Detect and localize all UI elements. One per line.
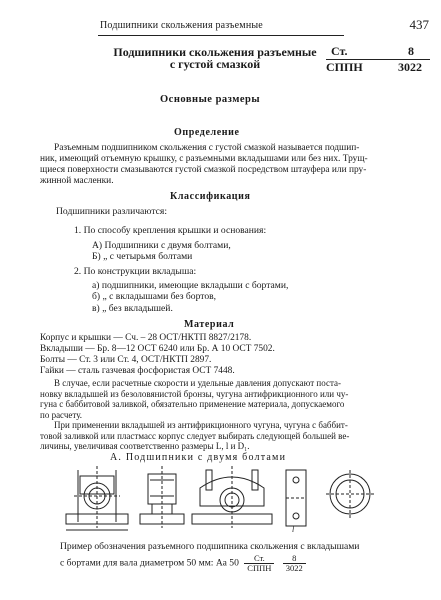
std-num-bottom: 3022: [398, 60, 422, 74]
list-item: Вкладыши — Бр. 8—12 ОСТ 6240 или Бр. А 10 ОСТ 7502.: [40, 344, 275, 354]
bearing-housing-view: [192, 466, 272, 528]
paragraph-line: новку вкладышей из безоловянистой бронзы, чугуна антифрикционного или чу-: [40, 388, 349, 399]
paragraph-line: При применении вкладышей из антифрикционного чугуна, чугуна с баббит-: [54, 420, 348, 430]
classification-group-1: 1. По способу крепления крышки и основания:: [74, 225, 267, 236]
bearing-side-view: [140, 466, 184, 528]
example-num-top: 8: [283, 554, 306, 564]
dimension-label-l: l: [292, 525, 295, 534]
page-number: 437: [409, 17, 429, 32]
figure-title: А. Подшипники с двумя болтами: [110, 452, 287, 463]
paragraph-line: личины, увеличивая соответственно размеры L, l и D₁.: [40, 441, 250, 452]
example-line-2-text: с бортами для вала диаметром 50 мм: Аа 50: [60, 557, 239, 569]
list-item: А) Подшипники с двумя болтами,: [92, 240, 231, 251]
list-item: Гайки — сталь газчевая фосфористая ОСТ 7448.: [40, 366, 235, 376]
std-code-bottom: СППН: [326, 60, 363, 74]
example-num-fraction: [283, 554, 306, 573]
definition-line: ник, имеющий отъемную крышку, с разъемными вкладышами или без них. Трущ-: [40, 154, 368, 164]
classification-group-2: 2. По конструкции вкладыша:: [74, 266, 197, 277]
document-title: [110, 46, 320, 70]
material-list: [40, 333, 275, 377]
material-paragraph-1: [40, 378, 410, 420]
bearing-plan-view: [286, 470, 306, 526]
classification-heading: Классификация: [170, 191, 251, 202]
header-rule: [98, 35, 344, 36]
definition-heading: Определение: [174, 127, 240, 138]
paragraph-line: по расчету.: [40, 409, 83, 420]
paragraph-line: товой заливкой или пластмасс корпус следует выбирать следующей большей ве-: [40, 430, 350, 441]
designation-example: [60, 540, 359, 573]
list-item: Корпус и крышки — Сч. – 28 ОСТ/НКТП 8827/2178.: [40, 333, 252, 343]
paragraph-line: гуна с баббитовой заливкой, обязательно применение материала, допускаемого: [40, 399, 345, 410]
example-std-top: Ст.: [244, 554, 274, 564]
list-item: в) „ без вкладышей.: [92, 302, 173, 314]
std-code-top: Ст.: [331, 44, 348, 58]
material-paragraph-2: [40, 420, 410, 452]
running-header: Подшипники скольжения разъемные: [100, 20, 263, 31]
example-num-bottom: 3022: [285, 563, 303, 573]
example-line-2: [60, 554, 359, 573]
example-line-1: Пример обозначения разъемного подшипника скольжения с вкладышами: [60, 541, 360, 552]
list-item: а) подшипники, имеющие вкладыши с бортами,: [92, 280, 289, 291]
std-num-top: 8: [408, 44, 414, 58]
paragraph-line: В случае, если расчетные скорости и удельные давления допускают поста-: [54, 378, 341, 388]
classification-group-2-list: [92, 280, 288, 314]
definition-line: щиеся поверхности смазываются густой смазкой посредством штауфера или пру-: [40, 165, 367, 175]
standard-code-box: [326, 44, 434, 76]
list-item: Б) „ с четырьмя болтами: [92, 251, 193, 263]
definition-line: жинной масленки.: [40, 176, 114, 186]
list-item: Болты — Ст. 3 или Ст. 4, ОСТ/НКТП 2897.: [40, 355, 212, 365]
definition-paragraph: [40, 143, 410, 187]
example-std-bottom: СППН: [247, 563, 272, 573]
std-fraction-rule: [326, 59, 430, 60]
bearing-front-view: [66, 466, 128, 530]
title-line-1: Подшипники скольжения разъемные: [113, 45, 317, 59]
classification-group-1-list: [92, 240, 231, 263]
example-std-fraction: [244, 554, 274, 573]
subtitle: Основные размеры: [160, 94, 261, 105]
material-heading: Материал: [184, 319, 235, 330]
list-item: б) „ с вкладышами без бортов,: [92, 291, 217, 303]
classification-intro: Подшипники различаются:: [56, 206, 167, 217]
liner-view: [326, 470, 374, 518]
bearing-drawing: [60, 466, 380, 536]
title-line-2: с густой смазкой: [169, 57, 261, 71]
definition-line: Разъемным подшипником скольжения с густой смазкой называется подшип-: [54, 143, 360, 153]
